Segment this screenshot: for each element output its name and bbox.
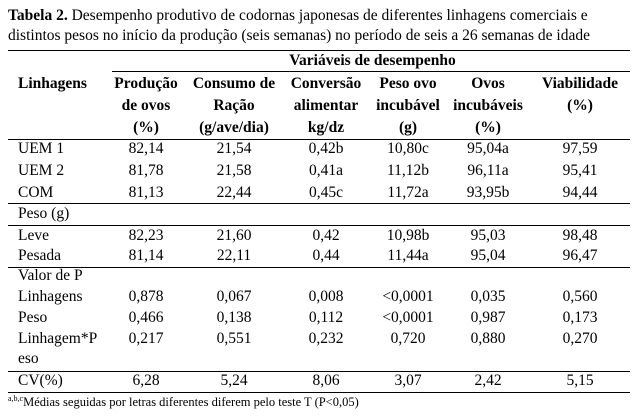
row-header-linhagens: Linhagens	[18, 75, 87, 92]
caption-label: Tabela 2.	[8, 7, 68, 24]
group-header: Variáveis de desempenho	[289, 52, 456, 69]
footnote-superscript: a,b,c	[8, 394, 24, 403]
table-bottom-rule	[8, 392, 630, 393]
section-label-valor-p: Valor de P	[18, 267, 83, 284]
group-header-rule	[112, 71, 630, 72]
table-footnote	[8, 394, 359, 410]
document-page: Tabela 2. Desempenho produtivo de codornas japonesas de diferentes linhagens comerciais e distintos pesos no início da produção (seis semanas) no período de seis a 26 semanas de idade Variáveis de desempenho Linhagens Produção de ovos (%) Consumo de Ração (g/ave/dia) Conversão alimentar kg/dz Peso ovo incubável (g) Ovos incubáveis (%) Viabilidade (%) UEM 1 82,14 21,54 0,42b 10,80c 95,04a 97,59 UEM 2 81,78 21,58 0,41a 11,12b 96,11a 95,41 COM 81,13 22,44 0,45c 11,72a 93,95b 94,44 Peso (g) Leve 82,23 21,60 0,42 10,98b 95,03 98,48 Pesada 81,14 22,11 0,44 11,44a 95,04 96,47 Valor de P Linhagens 0,878 0,067 0,008 <0,0001 0,035 0,560 Peso 0,466 0,138 0,112 <0,0001 0,987 0,173 Linhagem*P eso 0,217 0,551 0,232 0,720 0,880 0,270 CV(%) 6,28 5,24 8,06 3,07 2,42 5,15 $^{a,b,c}$Médias seguidas por letras diferentes diferem pelo teste T (P<0,05)	[0, 0, 640, 419]
caption-text-line1: Desempenho produtivo de codornas japonesas de diferentes linhagens comerciais e	[67, 7, 588, 24]
table-caption	[8, 6, 636, 46]
caption-text-line2: distintos pesos no início da produção (seis semanas) no período de seis a 26 semanas de idade	[8, 27, 590, 44]
footnote-text: Médias seguidas por letras diferentes diferem pelo teste T (P<0,05)	[23, 395, 359, 409]
section-rule-valor-p	[8, 267, 630, 268]
section-label-peso: Peso (g)	[18, 205, 70, 222]
section-rule-peso	[8, 203, 630, 204]
